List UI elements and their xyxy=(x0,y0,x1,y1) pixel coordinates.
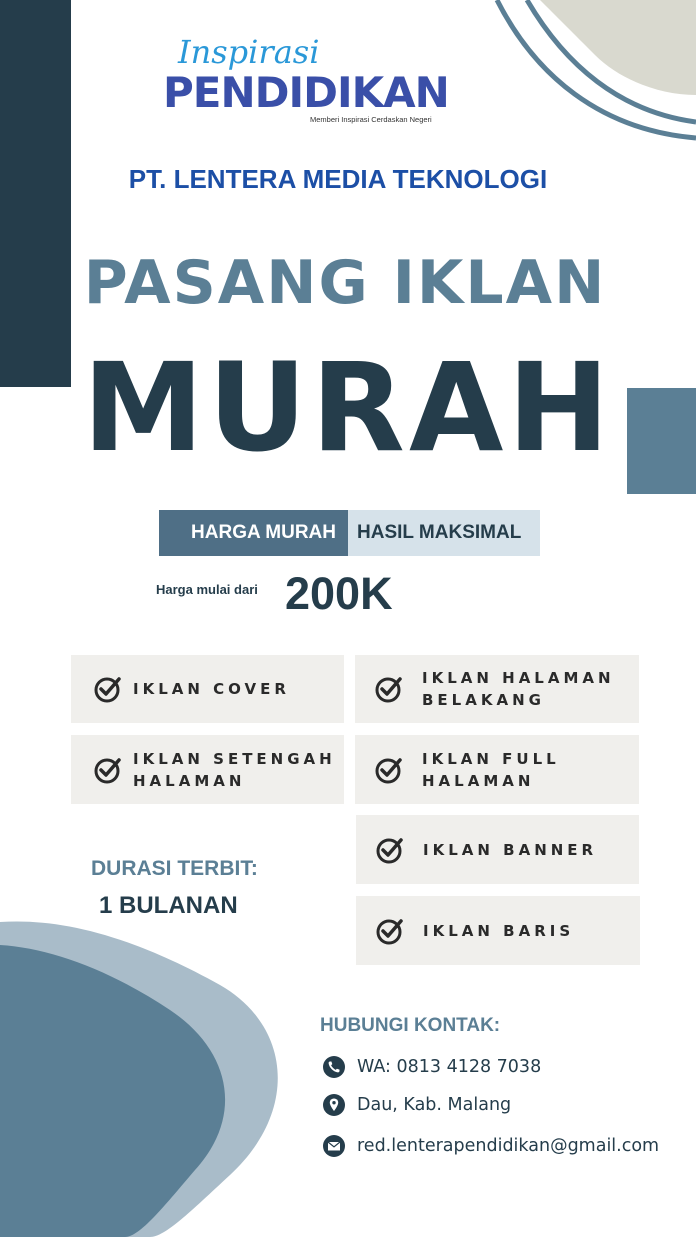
ad-card-banner xyxy=(356,815,639,884)
ad-card-label-line2: HALAMAN xyxy=(422,771,535,790)
contact-email-text: red.lenterapendidikan@gmail.com xyxy=(357,1136,660,1156)
logo-main-text: PENDIDIKAN xyxy=(163,68,449,117)
price-value: 200K xyxy=(285,568,393,619)
location-pin-icon xyxy=(322,1093,346,1117)
contact-email-row[interactable] xyxy=(322,1134,659,1158)
logo-script-text: Inspirasi xyxy=(178,33,320,71)
company-name: PT. LENTERA MEDIA TEKNOLOGI xyxy=(128,164,548,194)
check-circle-icon xyxy=(374,755,404,785)
ad-card-halaman-belakang xyxy=(355,655,639,723)
contact-location-row xyxy=(322,1093,511,1117)
tag-harga-murah: HARGA MURAH xyxy=(159,510,348,556)
ad-card-setengah-halaman xyxy=(71,735,344,804)
phone-icon xyxy=(322,1055,346,1079)
logo-tagline: Memberi Inspirasi Cerdaskan Negeri xyxy=(310,115,432,124)
duration-label: DURASI TERBIT: xyxy=(91,857,258,880)
ad-card-label: IKLAN BANNER xyxy=(423,840,598,859)
ad-card-cover xyxy=(71,655,344,723)
check-circle-icon xyxy=(93,755,123,785)
ad-card-label: IKLAN COVER xyxy=(133,680,290,698)
ad-card-label-line2: BELAKANG xyxy=(422,691,545,709)
check-circle-icon xyxy=(375,916,405,946)
ad-card-label-line2: HALAMAN xyxy=(133,771,246,790)
contact-phone-text: WA: 0813 4128 7038 xyxy=(357,1057,542,1077)
duration-value: 1 BULANAN xyxy=(99,892,238,919)
ad-card-label: IKLAN HALAMAN xyxy=(422,669,615,687)
contact-location-text: Dau, Kab. Malang xyxy=(357,1095,512,1115)
ad-card-label: IKLAN SETENGAH xyxy=(133,749,336,768)
ad-card-full-halaman xyxy=(355,735,639,804)
price-label: Harga mulai dari xyxy=(156,582,258,597)
ad-card-label: IKLAN FULL xyxy=(422,749,560,768)
tag-hasil-maksimal: HASIL MAKSIMAL xyxy=(348,510,540,556)
headline-secondary: MURAH xyxy=(82,337,614,479)
check-circle-icon xyxy=(93,674,123,704)
contact-title: HUBUNGI KONTAK: xyxy=(320,1015,501,1036)
email-icon xyxy=(322,1134,346,1158)
check-circle-icon xyxy=(374,674,404,704)
ad-card-baris xyxy=(356,896,640,965)
headline-primary: PASANG IKLAN xyxy=(83,248,607,318)
ad-card-label: IKLAN BARIS xyxy=(423,921,575,940)
contact-phone-row[interactable] xyxy=(322,1055,541,1079)
brand-logo xyxy=(160,33,460,131)
check-circle-icon xyxy=(375,835,405,865)
